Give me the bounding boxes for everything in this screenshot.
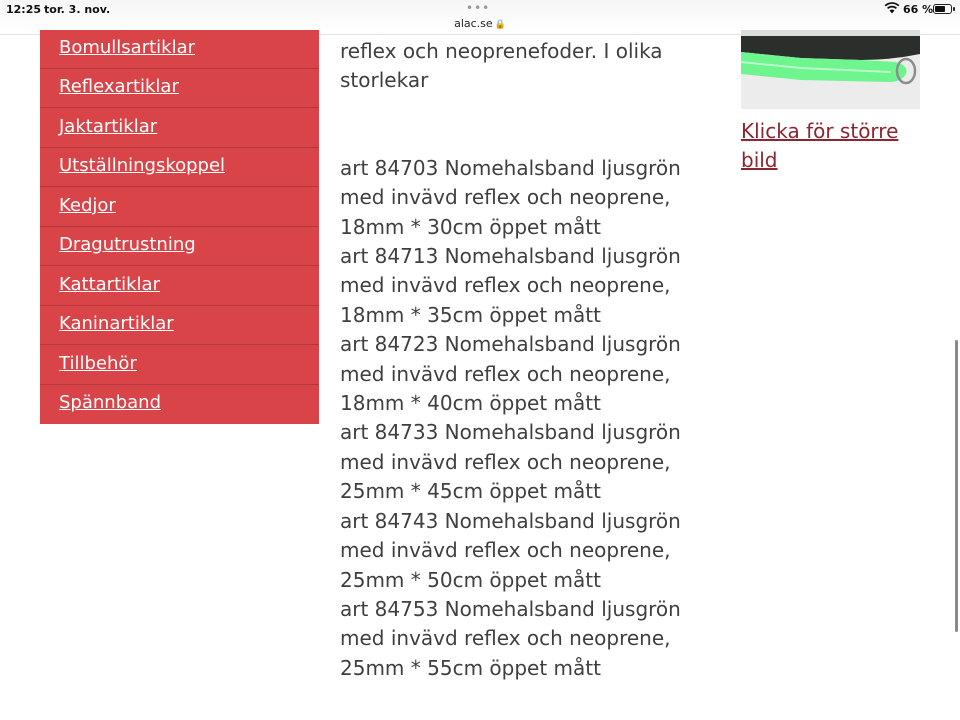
menu-link[interactable]: Kaninartiklar (59, 313, 174, 334)
address-bar[interactable] (0, 17, 960, 30)
menu-link[interactable]: Jaktartiklar (59, 116, 158, 137)
menu-item-kedjor[interactable] (40, 188, 319, 227)
category-menu (40, 30, 319, 424)
intro-text: reflex och neoprenefoder. I olika storlekar (340, 39, 663, 93)
lock-icon: 🔒 (494, 20, 506, 30)
enlarge-image-link[interactable]: Klicka för större bild (741, 119, 899, 173)
menu-item-kaninartiklar[interactable] (40, 306, 319, 345)
status-date: tor. 3. nov. (44, 3, 111, 16)
menu-item-jaktartiklar[interactable] (40, 109, 319, 148)
menu-link[interactable]: Kedjor (59, 195, 116, 216)
product-description (340, 37, 720, 683)
menu-link[interactable]: Kattartiklar (59, 274, 160, 295)
menu-link[interactable]: Bomullsartiklar (59, 37, 196, 58)
status-time: 12:25 (6, 3, 42, 16)
menu-item-spannband[interactable] (40, 385, 319, 424)
wifi-icon (884, 2, 900, 14)
article-line: art 84733 Nomehalsband ljusgrön med invävd reflex och neoprene, 25mm * 45cm öppet mått (340, 420, 681, 504)
address-url: alac.se (454, 17, 493, 30)
battery-icon (933, 4, 952, 14)
menu-item-bomullsartiklar[interactable] (40, 30, 319, 69)
more-dots-icon[interactable]: ••• (466, 1, 491, 15)
page-scrollbar[interactable] (955, 340, 958, 632)
menu-item-kattartiklar[interactable] (40, 267, 319, 306)
menu-item-dragutrustning[interactable] (40, 227, 319, 266)
menu-link[interactable]: Dragutrustning (59, 234, 196, 255)
menu-link[interactable]: Tillbehör (59, 353, 137, 374)
menu-item-tillbehor[interactable] (40, 346, 319, 385)
product-image[interactable] (741, 30, 920, 109)
article-line: art 84753 Nomehalsband ljusgrön med invävd reflex och neoprene, 25mm * 55cm öppet mått (340, 596, 681, 680)
battery-level (935, 6, 945, 12)
menu-link[interactable]: Spännband (59, 392, 161, 413)
article-line: art 84743 Nomehalsband ljusgrön med invävd reflex och neoprene, 25mm * 50cm öppet mått (340, 508, 681, 592)
article-line: art 84713 Nomehalsband ljusgrön med invävd reflex och neoprene, 18mm * 35cm öppet mått (340, 244, 681, 327)
menu-link[interactable]: Reflexartiklar (59, 76, 179, 97)
menu-link[interactable]: Utställningskoppel (59, 155, 226, 176)
battery-tip (953, 7, 955, 11)
menu-item-utstallningskoppel[interactable] (40, 148, 319, 187)
menu-item-reflexartiklar[interactable] (40, 69, 319, 108)
article-line: art 84723 Nomehalsband ljusgrön med invävd reflex och neoprene, 18mm * 40cm öppet mått (340, 332, 681, 416)
collar-image (741, 30, 920, 109)
battery-percent: 66 % (903, 3, 934, 16)
article-line: art 84703 Nomehalsband ljusgrön med invävd reflex och neoprene, 18mm * 30cm öppet mått (340, 155, 681, 239)
